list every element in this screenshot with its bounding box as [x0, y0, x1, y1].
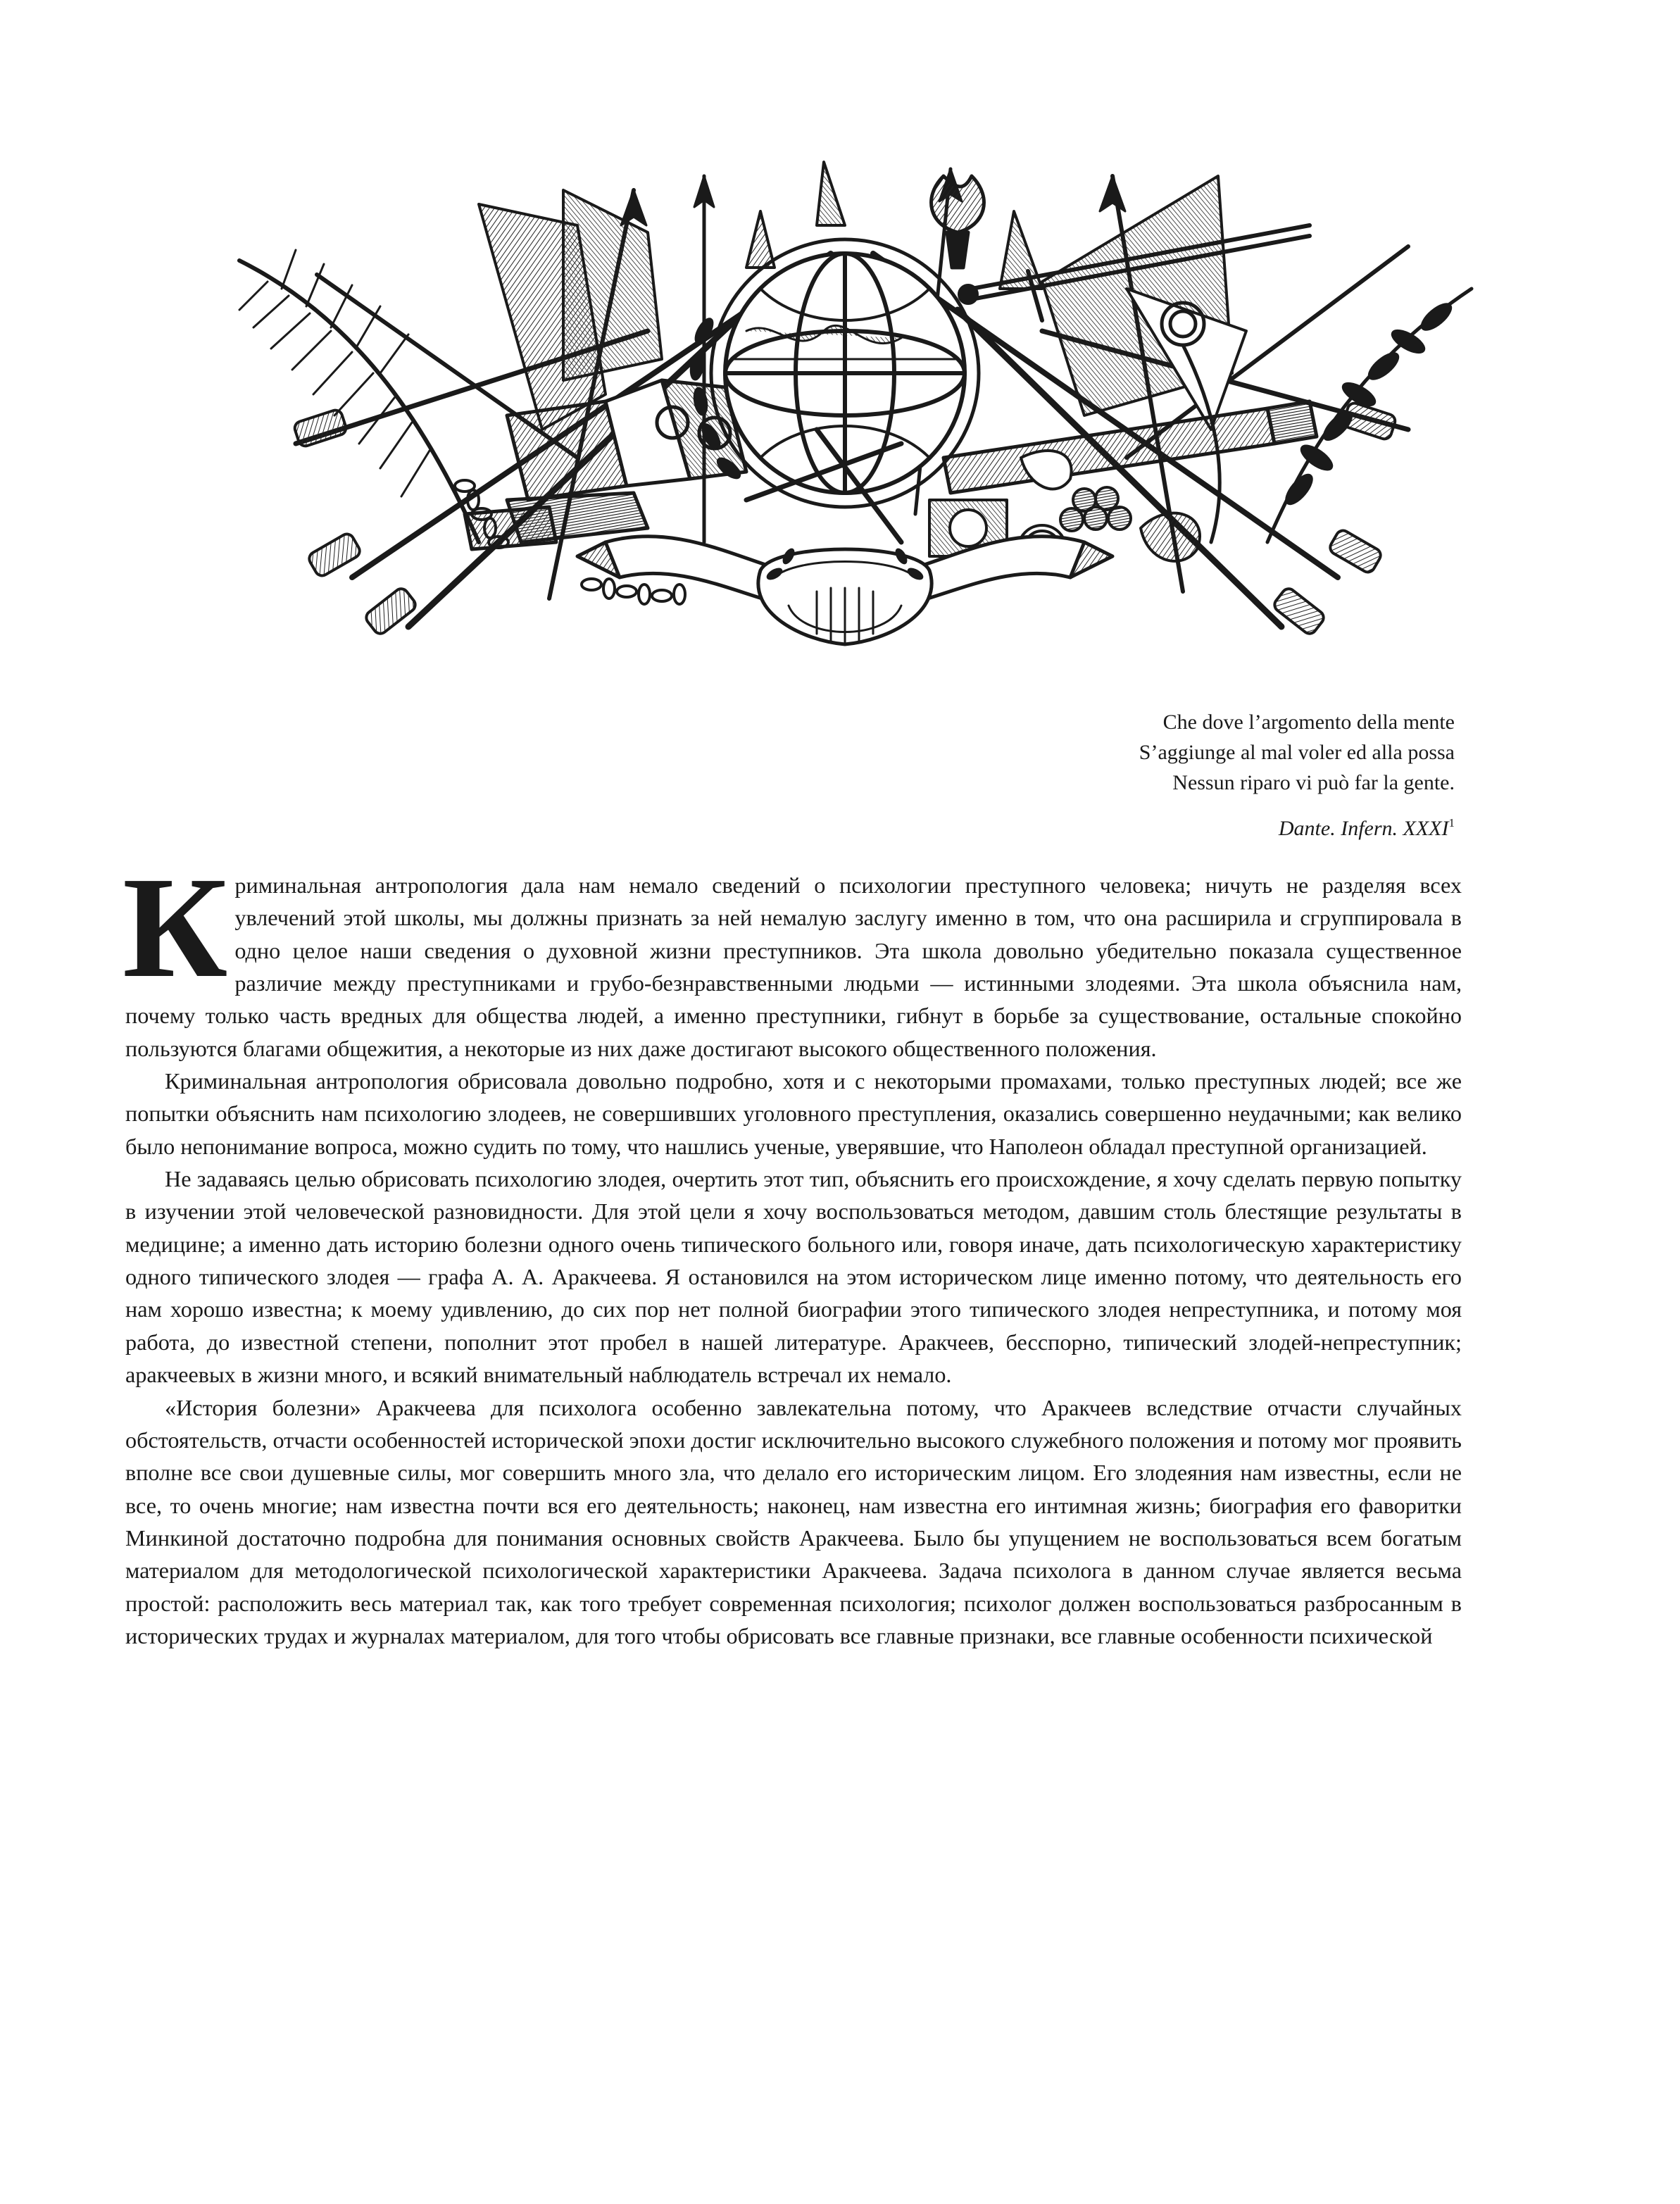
heraldic-engraving-icon [211, 148, 1479, 648]
epigraph-line: Che dove l’argomento della mente [1162, 710, 1455, 734]
epigraph-source [1139, 808, 1455, 844]
epigraph [1139, 707, 1455, 844]
main-text [123, 846, 1462, 1652]
paragraph: «История болезни» Аракчеева для психолога особенно завлекательна потому, что Аракчеев вследствие отчасти случайных обстоятельств, отчасти особенностей исторической эпохи достиг исключительно высокого служебного положения и потому мог проявить вполне все свои душевные силы, мог совершить много зла, что делало его историческим лицом. Его злодеяния нам известны, если не все, то очень многие; нам известна почти вся его деятельность; наконец, нам известна его интимная жизнь; биография его фаворитки Минкиной достаточно подробна для понимания основных свойств Аракчеева. Было бы упущением не воспользоваться всем богатым материалом для методологической психологической характеристики Аракчеева. Задача психолога в данном случае является весьма простой: расположить весь материал так, как того требует современная психология; психолог должен воспользоваться разбросанным в исторических трудах и журналах материалом, для того чтобы обрисовать все главные признаки, все главные особенности психической [125, 1394, 1462, 1648]
footnote-marker: 1 [1448, 816, 1455, 829]
paragraph [123, 846, 1462, 1065]
epigraph-source-text: Dante. Infern. XXXI [1278, 817, 1449, 840]
drop-cap: К [123, 846, 228, 1008]
engraving-vignette [211, 148, 1479, 648]
epigraph-line: Nessun riparo vi può far la gente. [1172, 771, 1455, 794]
paragraph-text: риминальная антропология дала нам немало сведений о психологии преступного человека; ничуть не разделяя всех увлечений этой школы, мы должны признать за ней немалую заслугу именно в том, что она расширила и сгруппировала в одно целое наши сведения о духовной жизни преступников. Эта школа довольно убедительно показала существенное различие между преступниками и грубо-безнравственными людьми — истинными злодеями. Эта школа объяснила нам, почему только часть вредных для общества людей, а именно преступники, гибнут в борьбе за существование, остальные спокойно пользуются благами общежития, а некоторые из них даже достигают высокого общественного положения. [125, 872, 1462, 1061]
paragraph: Криминальная антропология обрисовала довольно подробно, хотя и с некоторыми промахами, только преступных людей; все же попытки объяснить нам психологию злодеев, не совершивших уголовного преступления, оказались совершенно неудачными; как велико было непонимание вопроса, можно судить по тому, что нашлись ученые, уверявшие, что Наполеон обладал преступной организацией. [125, 1068, 1462, 1159]
paragraph: Не задаваясь целью обрисовать психологию злодея, очертить этот тип, объяснить его происхождение, я хочу сделать первую попытку в изучении этой человеческой разновидности. Для этой цели я хочу воспользоваться методом, давшим столь блестящие результаты в медицине; а именно дать историю болезни одного очень типического больного или, говоря иначе, дать психологическую характеристику одного типического злодея — графа А. А. Аракчеева. Я остановился на этом историческом лице именно потому, что деятельность его нам хорошо известна; к моему удивлению, до сих пор нет полной биографии этого типического злодея непреступника, и потому моя работа, до известной степени, пополнит этот пробел в нашей литературе. Аракчеев, бесспорно, типический злодей-непреступник; аракчеевых в жизни много, и всякий внимательный наблюдатель встречал их немало. [125, 1166, 1462, 1388]
epigraph-line: S’aggiunge al mal voler ed alla possa [1139, 741, 1455, 764]
